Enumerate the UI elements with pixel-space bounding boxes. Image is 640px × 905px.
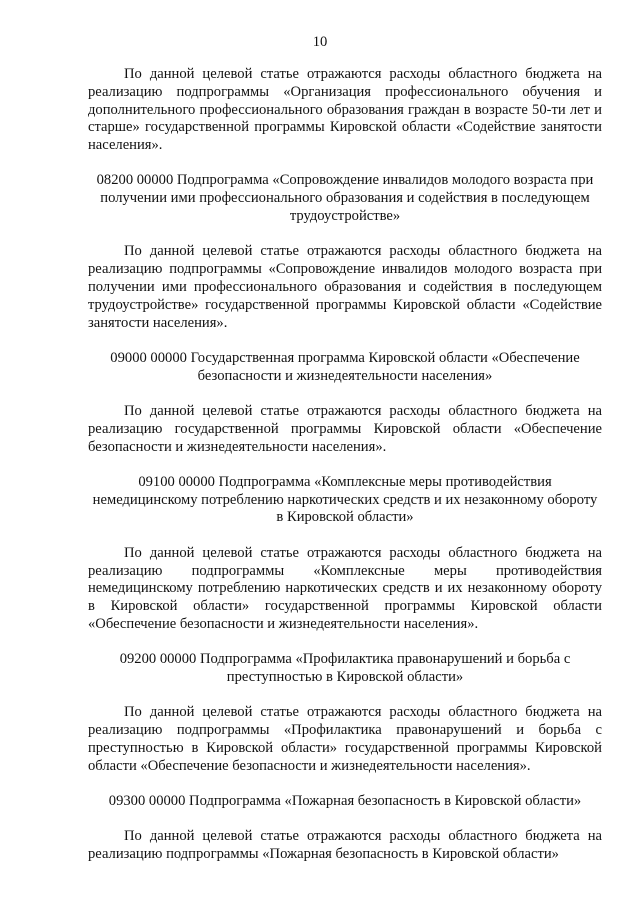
page-number: 10	[312, 34, 328, 50]
paragraph: По данной целевой статье отражаются расходы областного бюджета на реализацию подпрограммы «Пожарная безопасность в Кировской области»	[88, 828, 602, 863]
paragraph: По данной целевой статье отражаются расходы областного бюджета на реализацию подпрограммы «Комплексные меры противодействия немедицинскому потреблению наркотических средств и их незаконному обороту в Кировской области» государственной программы Кировской области «Обеспечение безопасности и жизнедеятельности населения».	[88, 544, 602, 632]
section-heading: 09200 00000 Подпрограмма «Профилактика правонарушений и борьба с преступностью в Кировской области»	[119, 651, 571, 686]
paragraph: По данной целевой статье отражаются расходы областного бюджета на реализацию подпрограммы «Сопровождение инвалидов молодого возраста при получении ими профессионального образования и содействия в последующем трудоустройстве» государственной программы Кировской области «Содействие занятости населения».	[88, 243, 602, 331]
section-heading: 09100 00000 Подпрограмма «Комплексные меры противодействия немедицинскому потреблению наркотических средств и их незаконному обороту в Кировской области»	[92, 473, 598, 526]
section-heading: 09300 00000 Подпрограмма «Пожарная безопасность в Кировской области»	[108, 793, 582, 809]
document-body	[88, 66, 602, 864]
section-heading: 09000 00000 Государственная программа Кировской области «Обеспечение безопасности и жизнедеятельности населения»	[110, 349, 580, 384]
paragraph: По данной целевой статье отражаются расходы областного бюджета на реализацию подпрограммы «Организация профессионального обучения и дополнительного профессионального образования граждан в возрасте 50-ти лет и старше» государственной программы Кировской области «Содействие занятости населения».	[88, 66, 602, 154]
section-heading: 08200 00000 Подпрограмма «Сопровождение инвалидов молодого возраста при получении ими профессионального образования и содействия в последующем трудоустройстве»	[96, 172, 594, 225]
paragraph: По данной целевой статье отражаются расходы областного бюджета на реализацию государственной программы Кировской области «Обеспечение безопасности и жизнедеятельности населения».	[88, 402, 602, 455]
paragraph: По данной целевой статье отражаются расходы областного бюджета на реализацию подпрограммы «Профилактика правонарушений и борьба с преступностью в Кировской области» государственной программы Кировской области «Обеспечение безопасности и жизнедеятельности населения».	[88, 704, 602, 774]
